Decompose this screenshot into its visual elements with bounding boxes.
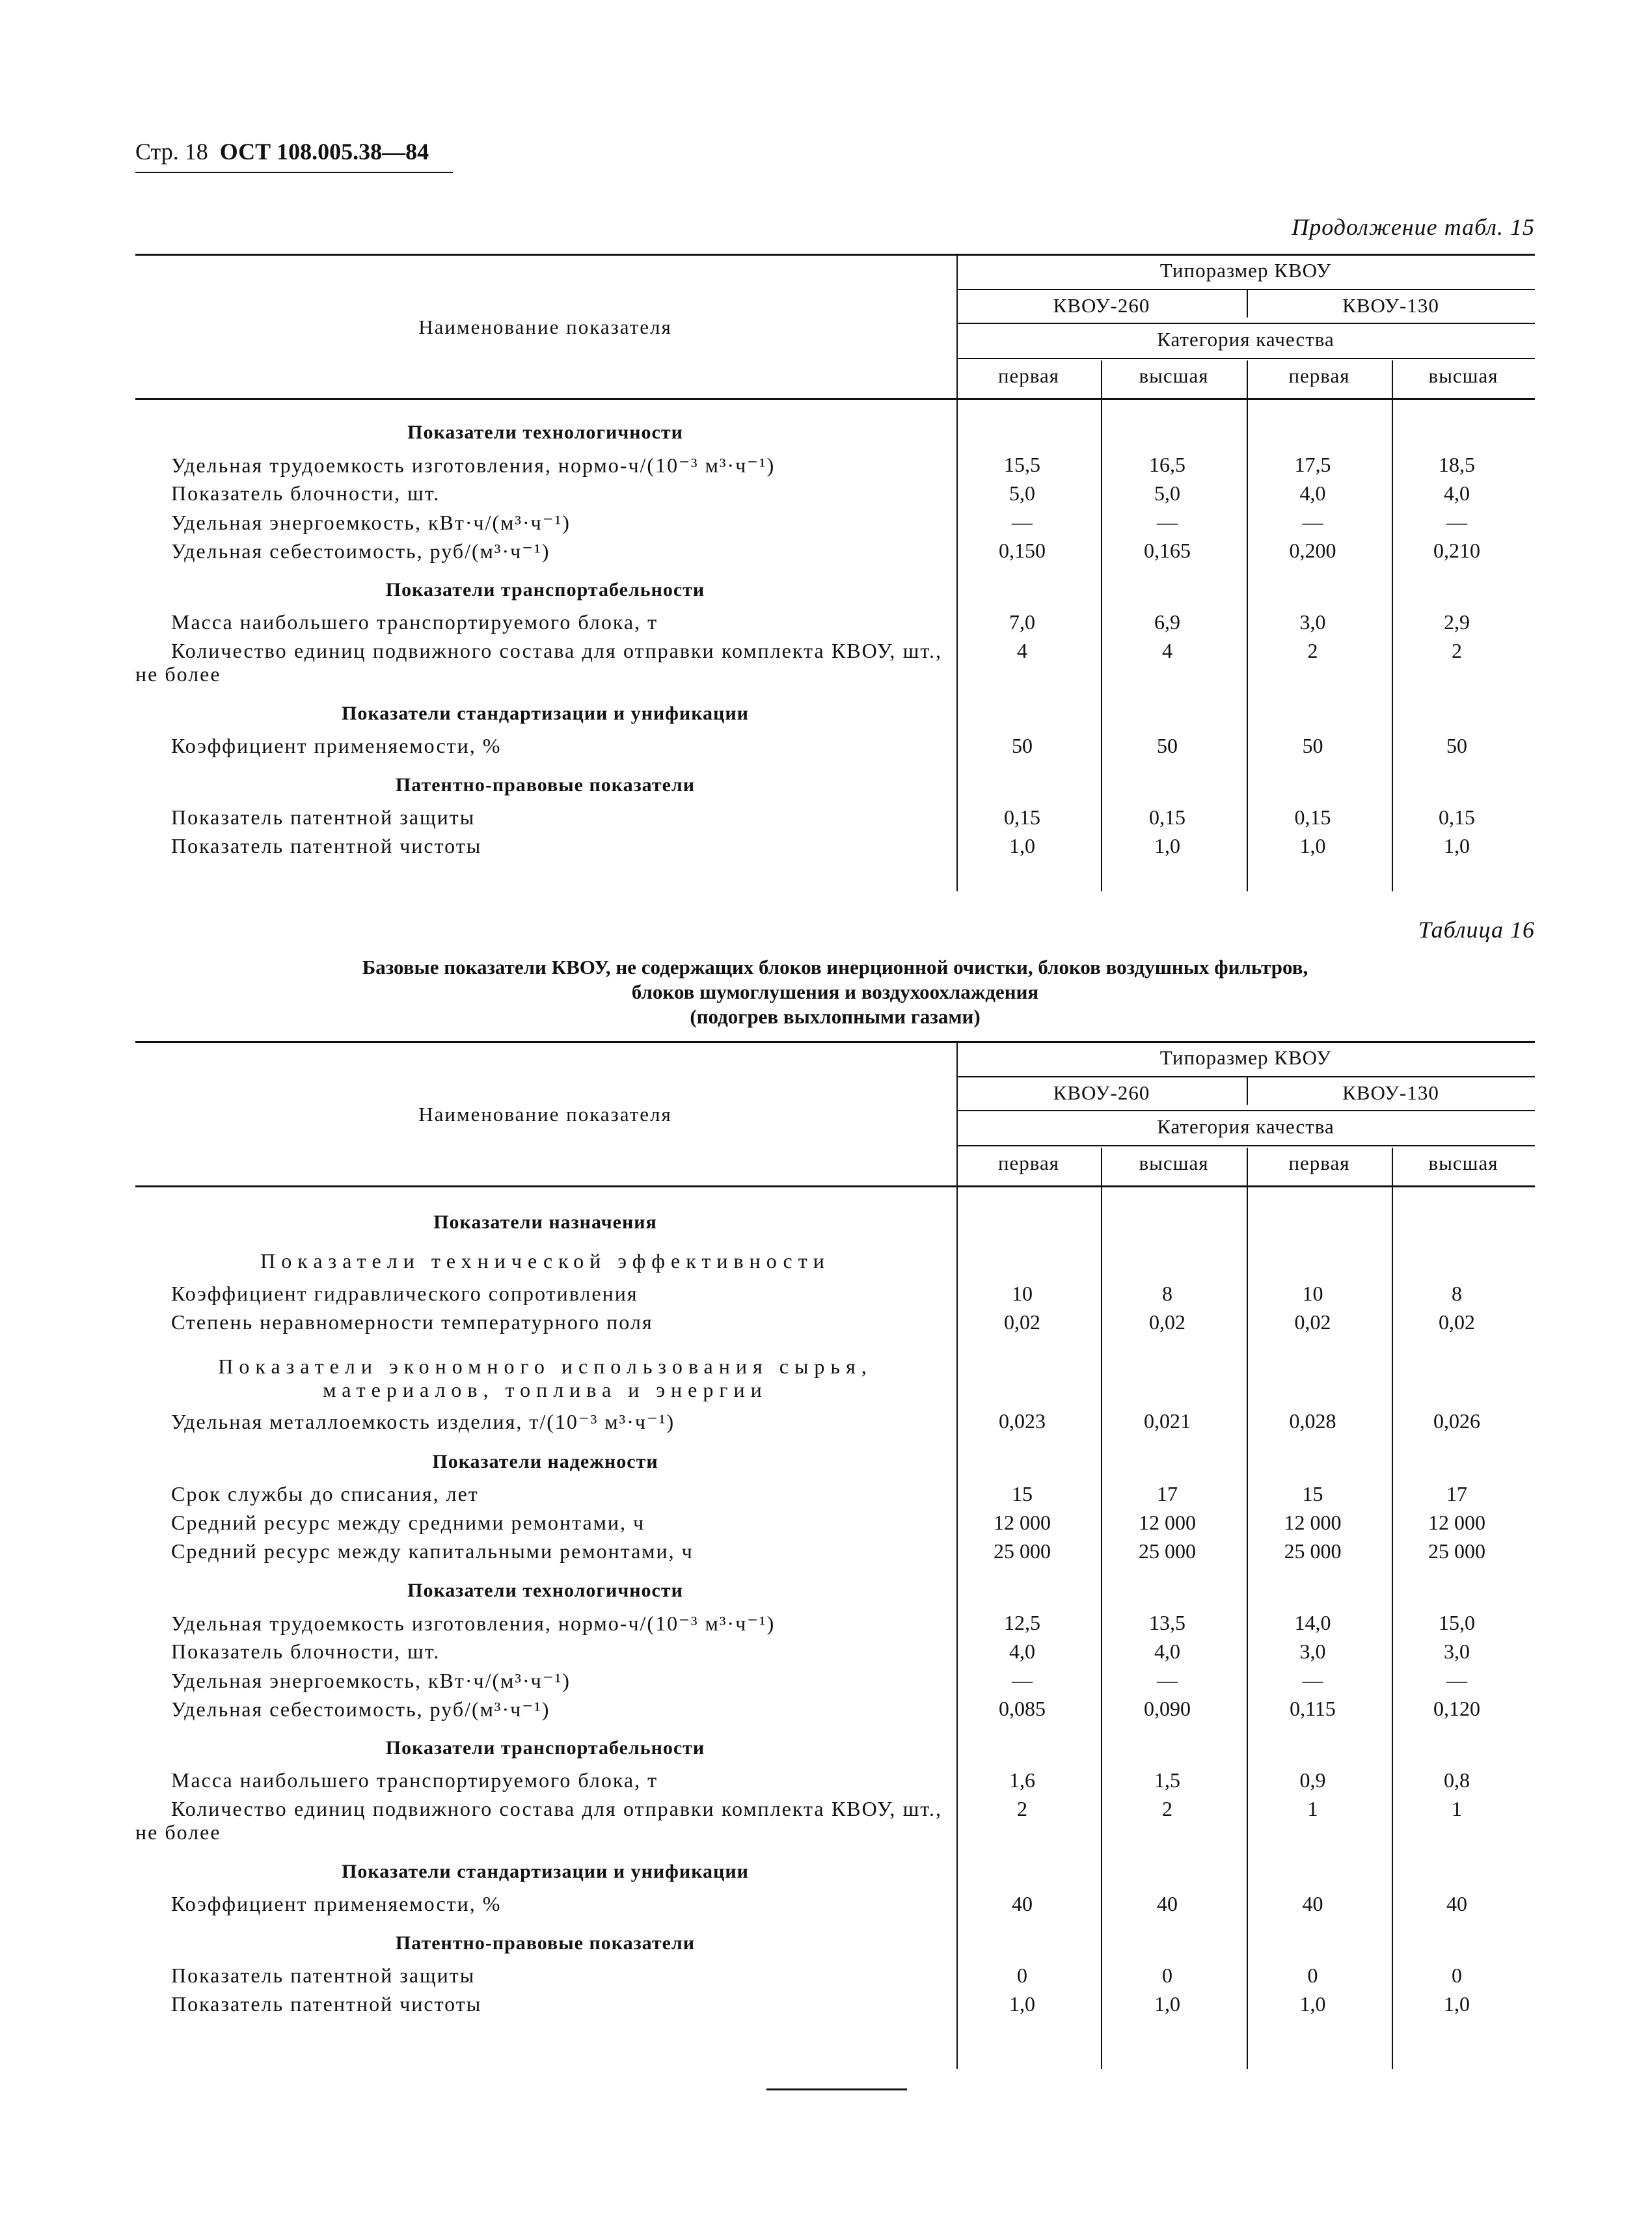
header-category-3: первая [1288, 1152, 1350, 1174]
row-value: 0,15 [1439, 805, 1475, 829]
row-value: 10 [1012, 1282, 1033, 1305]
row-value: 17 [1157, 1482, 1178, 1506]
row-value: 0 [1307, 1964, 1318, 1987]
row-value: 4,0 [1009, 1640, 1035, 1663]
header-model-1: КВОУ-260 [1053, 1081, 1150, 1104]
row-value: — [1012, 1668, 1033, 1692]
row-value: 0,165 [1144, 539, 1191, 562]
row-value: 12 000 [1284, 1511, 1342, 1534]
row-value: 4,0 [1154, 1640, 1180, 1663]
table-row [135, 1310, 1535, 1339]
header-model-divider [1247, 1077, 1248, 1105]
header-rule-1 [956, 1076, 1535, 1077]
row-value: 0,15 [1294, 805, 1331, 829]
row-value: 12,5 [1004, 1611, 1040, 1634]
row-label: Коэффициент применяемости, % [171, 734, 502, 757]
table-row [135, 1409, 1535, 1438]
row-value: 50 [1012, 734, 1033, 757]
row-value: 17 [1446, 1482, 1467, 1506]
row-value: 0 [1017, 1964, 1027, 1987]
row-value: 50 [1302, 734, 1323, 757]
table16-title [135, 955, 1535, 1029]
row-value: 0,085 [999, 1697, 1046, 1720]
table-row [135, 453, 1535, 481]
row-value: 0,021 [1144, 1409, 1191, 1433]
row-label: Средний ресурс между средними ремонтами, ч [171, 1511, 645, 1534]
column-header-name: Наименование показателя [418, 316, 672, 338]
row-value: 1,0 [1444, 1992, 1470, 2016]
header-model-1: КВОУ-260 [1053, 294, 1150, 317]
row-label: Показатель патентной чистоты [171, 834, 482, 858]
row-value: 2 [1452, 639, 1462, 662]
header-category-1: первая [997, 1152, 1060, 1174]
table-15 [135, 254, 1535, 891]
column-divider-0 [956, 254, 958, 891]
table-row [135, 1668, 1535, 1697]
table16-title-line1: Базовые показатели КВОУ, не содержащих блоков инерционной очистки, блоков воздушных фильтров, [362, 956, 1308, 979]
page-header [135, 138, 429, 165]
row-value: 12 000 [1139, 1511, 1196, 1534]
row-value: 40 [1446, 1892, 1467, 1915]
row-label: Масса наибольшего транспортируемого блока, т [171, 1768, 658, 1792]
row-value: 1,0 [1009, 1992, 1035, 2016]
row-label: Показатель блочности, шт. [171, 1640, 440, 1663]
section-heading: Патентно-правовые показатели [395, 1932, 696, 1954]
row-value: 13,5 [1149, 1611, 1185, 1634]
table-row [135, 1539, 1535, 1568]
header-typesize: Типоразмер КВОУ [1159, 1046, 1332, 1069]
header-rule-2 [956, 1110, 1535, 1111]
header-bottom-rule [135, 1185, 1535, 1187]
row-label: Показатель блочности, шт. [171, 481, 440, 505]
row-value: 4 [1162, 639, 1172, 662]
table-row [135, 539, 1535, 567]
table-row [135, 805, 1535, 834]
table-row [135, 1697, 1535, 1725]
row-value: 50 [1157, 734, 1178, 757]
header-category-3: первая [1288, 364, 1350, 387]
header-category-1: первая [997, 364, 1060, 387]
row-value: 15 [1012, 1482, 1033, 1506]
row-value: 4 [1017, 639, 1027, 662]
row-value: 40 [1012, 1892, 1033, 1915]
table-row [135, 1892, 1535, 1921]
table-row [135, 1511, 1535, 1539]
row-value: — [1012, 510, 1033, 534]
row-label: Удельная себестоимость, руб/(м³·ч⁻¹) [171, 1697, 550, 1721]
row-label: Коэффициент применяемости, % [171, 1892, 502, 1915]
row-value: 0,15 [1004, 805, 1040, 829]
table-row [135, 1640, 1535, 1668]
row-label: Удельная себестоимость, руб/(м³·ч⁻¹) [171, 539, 550, 563]
row-value: 1,6 [1009, 1768, 1035, 1792]
row-value: 0,200 [1289, 539, 1336, 562]
row-value: 50 [1446, 734, 1467, 757]
section-heading: Показатели транспортабельности [385, 579, 705, 601]
table-row [135, 1797, 1535, 1846]
row-value: 1,0 [1299, 834, 1326, 858]
table-row [135, 510, 1535, 539]
row-label: Удельная металлоемкость изделия, т/(10⁻³ м³·ч⁻¹) [171, 1410, 675, 1433]
row-value: 0,023 [999, 1409, 1046, 1433]
header-underline [135, 172, 453, 173]
table-row [135, 639, 1535, 688]
row-value: 0 [1452, 1964, 1462, 1987]
header-model-2: КВОУ-130 [1342, 1081, 1439, 1104]
header-rule-3 [956, 1145, 1535, 1146]
row-value: 0,8 [1444, 1768, 1470, 1792]
row-value: 2 [1307, 639, 1318, 662]
row-value: 3,0 [1299, 1640, 1326, 1663]
subsection-economy-line-2: материалов, топлива и энергии [323, 1378, 768, 1401]
row-value: — [1157, 510, 1178, 534]
row-value: 25 000 [1284, 1539, 1342, 1563]
header-category-4: высшая [1428, 364, 1498, 387]
section-heading: Патентно-правовые показатели [395, 774, 696, 796]
row-value: 0,150 [999, 539, 1046, 562]
table-row [135, 834, 1535, 863]
row-label: Удельная энергоемкость, кВт·ч/(м³·ч⁻¹) [171, 1669, 571, 1692]
table-row [135, 1482, 1535, 1511]
row-value: — [1446, 510, 1467, 534]
row-value: 15 [1302, 1482, 1323, 1506]
header-category-2: высшая [1139, 1152, 1209, 1174]
row-value: 0,120 [1433, 1697, 1480, 1720]
header-typesize: Типоразмер КВОУ [1159, 259, 1332, 282]
header-model-divider [1247, 290, 1248, 317]
row-value: 0 [1162, 1964, 1172, 1987]
section-heading: Показатели технологичности [407, 422, 683, 443]
section-heading: Показатели транспортабельности [385, 1737, 705, 1759]
row-value: 15,0 [1439, 1611, 1475, 1634]
row-value: 8 [1162, 1282, 1172, 1305]
section-heading: Показатели технологичности [407, 1580, 683, 1601]
row-value: 25 000 [1139, 1539, 1196, 1563]
row-value: 0,9 [1299, 1768, 1326, 1792]
row-value: 0,02 [1004, 1310, 1040, 1334]
row-value: — [1446, 1668, 1467, 1692]
table-row [135, 1768, 1535, 1797]
header-category: Категория качества [1157, 1115, 1334, 1138]
row-label: Удельная трудоемкость изготовления, нормо-ч/(10⁻³ м³·ч⁻¹) [171, 453, 776, 477]
table-top-rule [135, 1041, 1535, 1043]
row-value: 0,15 [1149, 805, 1185, 829]
row-label: Показатель патентной защиты [171, 1964, 476, 1987]
row-value: 6,9 [1154, 610, 1180, 634]
row-label: Коэффициент гидравлического сопротивления [171, 1282, 638, 1305]
row-value: 17,5 [1294, 453, 1331, 476]
table15-caption: Продолжение табл. 15 [1292, 214, 1535, 240]
row-value: 4,0 [1444, 481, 1470, 505]
row-value: 1,0 [1154, 834, 1180, 858]
row-value: 0,028 [1289, 1409, 1336, 1433]
header-category-4: высшая [1428, 1152, 1498, 1174]
header-model-2: КВОУ-130 [1342, 294, 1439, 317]
table-16 [135, 1041, 1535, 2069]
row-value: 2 [1162, 1797, 1172, 1820]
row-label: Удельная энергоемкость, кВт·ч/(м³·ч⁻¹) [171, 511, 571, 534]
header-rule-1 [956, 289, 1535, 290]
row-value: 1 [1452, 1797, 1462, 1820]
row-label: Показатель патентной чистоты [171, 1992, 482, 2016]
table-row [135, 734, 1535, 763]
section-heading: Показатели надежности [432, 1451, 658, 1472]
table-row [135, 1282, 1535, 1310]
table16-caption: Таблица 16 [1418, 917, 1535, 943]
row-value: 0,115 [1290, 1697, 1336, 1720]
page-number: Стр. 18 [135, 139, 208, 165]
row-label: Степень неравномерности температурного поля [171, 1310, 653, 1334]
row-value: 0,090 [1144, 1697, 1191, 1720]
row-value: 2 [1017, 1797, 1027, 1820]
row-value: 0,02 [1149, 1310, 1185, 1334]
row-value: 15,5 [1004, 453, 1040, 476]
row-value: 12 000 [994, 1511, 1051, 1534]
row-value: — [1302, 1668, 1323, 1692]
row-value: 16,5 [1149, 453, 1185, 476]
row-value: 40 [1157, 1892, 1178, 1915]
row-value: 10 [1302, 1282, 1323, 1305]
row-value: 18,5 [1439, 453, 1475, 476]
header-category: Категория качества [1157, 328, 1334, 351]
row-value: 5,0 [1009, 481, 1035, 505]
row-value: 2,9 [1444, 610, 1470, 634]
row-value: 14,0 [1294, 1611, 1331, 1634]
row-value: 1 [1307, 1797, 1318, 1820]
row-label: Средний ресурс между капитальными ремонтами, ч [171, 1539, 694, 1563]
end-rule [766, 2088, 907, 2090]
row-value: 3,0 [1444, 1640, 1470, 1663]
header-rule-2 [956, 323, 1535, 324]
row-value: 0,02 [1294, 1310, 1331, 1334]
table16-title-line3: (подогрев выхлопными газами) [690, 1005, 981, 1028]
row-value: — [1157, 1668, 1178, 1692]
subsection-economy-line-1: Показатели экономного использования сырья, [218, 1355, 873, 1378]
table-row [135, 481, 1535, 510]
table-row [135, 1964, 1535, 1992]
header-bottom-rule [135, 398, 1535, 400]
row-value: 0,02 [1439, 1310, 1475, 1334]
table-top-rule [135, 254, 1535, 256]
row-value: 0,026 [1433, 1409, 1480, 1433]
row-value: 1,0 [1299, 1992, 1326, 2016]
row-value: 7,0 [1009, 610, 1035, 634]
row-value: 40 [1302, 1892, 1323, 1915]
row-value: 25 000 [1428, 1539, 1485, 1563]
standard-number: ОСТ 108.005.38—84 [219, 139, 429, 165]
section-heading-purpose: Показатели назначения [433, 1211, 657, 1233]
row-label: Удельная трудоемкость изготовления, нормо-ч/(10⁻³ м³·ч⁻¹) [171, 1612, 776, 1635]
header-rule-3 [956, 358, 1535, 359]
table-row [135, 1992, 1535, 2021]
row-label: Количество единиц подвижного состава для отправки комплекта КВОУ, шт., не более [135, 1797, 942, 1844]
row-label: Показатель патентной защиты [171, 805, 476, 829]
row-value: 8 [1452, 1282, 1462, 1305]
row-value: 12 000 [1428, 1511, 1485, 1534]
row-label: Масса наибольшего транспортируемого блока, т [171, 610, 658, 634]
row-value: 5,0 [1154, 481, 1180, 505]
subsection-technical-efficiency: Показатели технической эффективности [260, 1249, 830, 1273]
row-value: 25 000 [994, 1539, 1051, 1563]
section-heading: Показатели стандартизации и унификации [342, 703, 749, 724]
row-value: 1,0 [1154, 1992, 1180, 2016]
row-value: 3,0 [1299, 610, 1326, 634]
row-value: 0,210 [1433, 539, 1480, 562]
header-category-2: высшая [1139, 364, 1209, 387]
row-value: 4,0 [1299, 481, 1326, 505]
row-value: 1,0 [1009, 834, 1035, 858]
section-heading: Показатели стандартизации и унификации [342, 1861, 749, 1882]
table-row [135, 1611, 1535, 1640]
table16-title-line2: блоков шумоглушения и воздухоохлаждения [631, 980, 1039, 1003]
row-value: 1,5 [1154, 1768, 1180, 1792]
row-label: Срок службы до списания, лет [171, 1482, 479, 1506]
column-header-name: Наименование показателя [418, 1103, 672, 1126]
table-row [135, 610, 1535, 639]
row-value: — [1302, 510, 1323, 534]
row-label: Количество единиц подвижного состава для отправки комплекта КВОУ, шт., не более [135, 639, 942, 686]
row-value: 1,0 [1444, 834, 1470, 858]
